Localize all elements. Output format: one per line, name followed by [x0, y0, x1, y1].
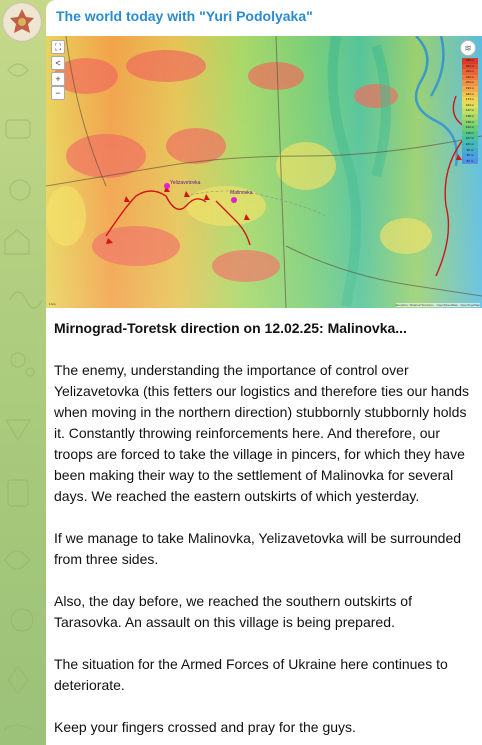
- channel-name[interactable]: The world today with "Yuri Podolyaka": [56, 8, 313, 24]
- map-attribution[interactable]: Elevation: Mapbox/Terrarium · OpenStreetMap · OpenTopoMap: [395, 303, 480, 307]
- legend-entry: 147 m: [462, 108, 478, 114]
- elevation-legend: [462, 58, 478, 164]
- fullscreen-button[interactable]: ⛶: [51, 40, 65, 54]
- malinovka-label: Malinovka: [230, 190, 253, 196]
- map-scale: 1 km: [49, 302, 56, 306]
- legend-entry: 164 m: [462, 103, 478, 109]
- message-bubble: [46, 0, 482, 745]
- legend-entry: 183 m: [462, 92, 478, 98]
- layers-button[interactable]: ≋: [460, 40, 476, 56]
- post-paragraph: Keep your fingers crossed and pray for the guys.: [54, 719, 356, 735]
- post-paragraph: The situation for the Armed Forces of Ukraine here continues to deteriorate.: [54, 656, 448, 693]
- zoom-in-button[interactable]: +: [51, 72, 65, 86]
- zoom-out-button[interactable]: −: [51, 86, 65, 100]
- avatar-emblem-icon: [3, 3, 41, 41]
- malinovka-marker[interactable]: [231, 197, 237, 203]
- post-paragraph: The enemy, understanding the importance of control over Yelizavetovka (this fetters our logistics and therefore ties our hands when moving in the northern direction) stubbornly stubbornly holds it. Constantly throwing reinforcements here. And therefore, our troops are forced to take the village in pincers, for which they have been making their way to the settlement of Malinovka for several days. We reached the eastern outskirts of which yesterday.: [54, 362, 470, 504]
- share-button[interactable]: <: [51, 56, 65, 70]
- legend-entry: 212 m: [462, 75, 478, 81]
- legend-entry: 245 m: [462, 58, 478, 64]
- legend-entry: 90 m: [462, 153, 478, 159]
- legend-entry: 138 m: [462, 114, 478, 120]
- legend-entry: 84 m: [462, 159, 478, 165]
- terrain-map: [46, 36, 482, 308]
- channel-avatar[interactable]: [2, 2, 42, 42]
- legend-entry: 130 m: [462, 120, 478, 126]
- legend-entry: 223 m: [462, 69, 478, 75]
- legend-entry: 101 m: [462, 142, 478, 148]
- legend-entry: 96 m: [462, 148, 478, 154]
- post-paragraph: Also, the day before, we reached the southern outskirts of Tarasovka. An assault on this village is being prepared.: [54, 593, 412, 630]
- post-paragraph: If we manage to take Malinovka, Yelizavetovka will be surrounded from three sides.: [54, 530, 462, 567]
- legend-entry: 174 m: [462, 97, 478, 103]
- map-image[interactable]: [46, 36, 482, 308]
- post-title: Mirnograd-Toretsk direction on 12.02.25: Malinovka...: [54, 320, 407, 336]
- legend-entry: 115 m: [462, 131, 478, 137]
- legend-entry: 193 m: [462, 86, 478, 92]
- yelizavetovka-label: Yelizavetovka: [170, 180, 201, 186]
- legend-entry: 203 m: [462, 80, 478, 86]
- legend-entry: 234 m: [462, 64, 478, 70]
- legend-entry: 107 m: [462, 136, 478, 142]
- legend-entry: 122 m: [462, 125, 478, 131]
